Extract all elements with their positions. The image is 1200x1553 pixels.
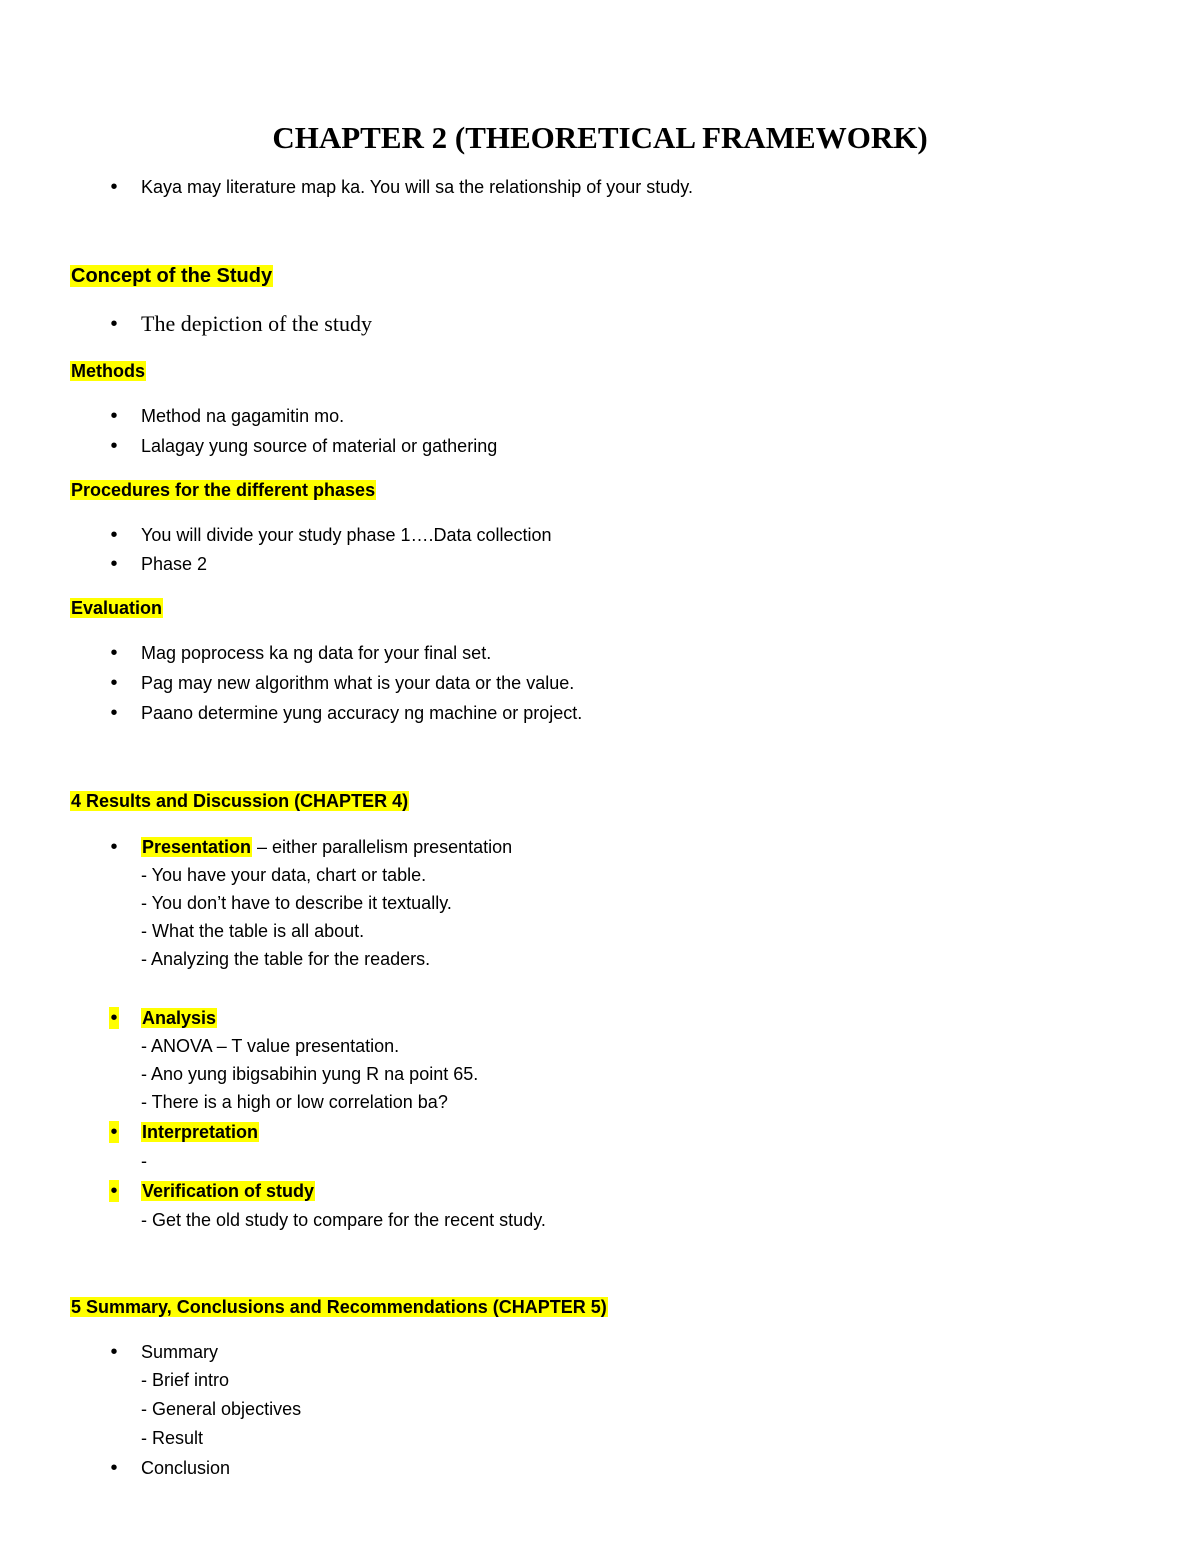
section-heading-procedures <box>70 477 376 503</box>
sub-line: - <box>141 1151 147 1171</box>
list-item: Phase 2 <box>141 554 208 574</box>
sub-line: - There is a high or low correlation ba? <box>141 1092 448 1112</box>
bullet-icon: • <box>110 553 118 575</box>
analysis-item <box>141 1005 217 1031</box>
sub-line: - You have your data, chart or table. <box>141 865 427 885</box>
bullet-icon: • <box>110 836 118 858</box>
bullet-icon <box>104 1178 124 1204</box>
bullet-highlight: • <box>110 1007 118 1029</box>
section-heading-chapter-5 <box>70 1294 608 1320</box>
list-item: Paano determine yung accuracy ng machine or project. <box>141 703 583 723</box>
sub-line: - You don’t have to describe it textually. <box>141 893 452 913</box>
sub-line: - ANOVA – T value presentation. <box>141 1036 400 1056</box>
section-heading-evaluation <box>70 595 163 621</box>
conclusion-item: Conclusion <box>141 1458 231 1478</box>
list-item: Lalagay yung source of material or gathering <box>141 436 498 456</box>
sub-line: - Result <box>141 1428 204 1448</box>
presentation-label: Presentation <box>142 837 252 857</box>
sub-line: - Ano yung ibigsabihin yung R na point 65. <box>141 1064 479 1084</box>
interpretation-label: Interpretation <box>142 1122 259 1142</box>
heading-highlight: Procedures for the different phases <box>71 480 376 500</box>
list-item: Method na gagamitin mo. <box>141 406 345 426</box>
verification-item <box>141 1178 315 1204</box>
sub-line: - General objectives <box>141 1399 302 1419</box>
list-item: Mag poprocess ka ng data for your final set. <box>141 643 492 663</box>
bullet-icon: • <box>110 435 118 457</box>
bullet-icon: • <box>110 642 118 664</box>
bullet-icon <box>104 1119 124 1145</box>
page-title: CHAPTER 2 (THEORETICAL FRAMEWORK) <box>272 120 928 155</box>
section-heading-methods <box>70 358 146 384</box>
heading-highlight: 5 Summary, Conclusions and Recommendations (CHAPTER 5) <box>71 1297 607 1317</box>
sub-line: - Get the old study to compare for the recent study. <box>141 1210 546 1230</box>
intro-text: Kaya may literature map ka. You will sa the relationship of your study. <box>141 177 693 197</box>
summary-item: Summary <box>141 1342 219 1362</box>
bullet-icon: • <box>110 1457 118 1479</box>
verification-label: Verification of study <box>142 1181 315 1201</box>
bullet-icon: • <box>110 405 118 427</box>
list-item: The depiction of the study <box>141 311 372 336</box>
bullet-icon: • <box>110 672 118 694</box>
presentation-description: – either parallelism presentation <box>252 837 513 857</box>
sub-line: - Analyzing the table for the readers. <box>141 949 431 969</box>
bullet-icon: • <box>110 1341 118 1363</box>
bullet-icon: • <box>110 313 118 335</box>
heading-highlight: 4 Results and Discussion (CHAPTER 4) <box>71 791 409 811</box>
presentation-item <box>141 834 512 860</box>
analysis-label: Analysis <box>142 1008 217 1028</box>
interpretation-item <box>141 1119 259 1145</box>
heading-highlight: Evaluation <box>71 598 163 618</box>
list-item: Pag may new algorithm what is your data or the value. <box>141 673 575 693</box>
heading-highlight: Methods <box>71 361 145 381</box>
sub-line: - Brief intro <box>141 1370 230 1390</box>
bullet-highlight: • <box>110 1121 118 1143</box>
sub-line: - What the table is all about. <box>141 921 365 941</box>
heading-highlight: Concept of the Study <box>71 265 273 287</box>
bullet-highlight: • <box>110 1180 118 1202</box>
section-heading-concept <box>70 262 273 290</box>
list-item: You will divide your study phase 1….Data collection <box>141 525 552 545</box>
bullet-icon: • <box>110 524 118 546</box>
bullet-icon: • <box>110 176 118 198</box>
bullet-icon: • <box>110 702 118 724</box>
section-heading-chapter-4 <box>70 788 409 814</box>
bullet-icon <box>104 1005 124 1031</box>
